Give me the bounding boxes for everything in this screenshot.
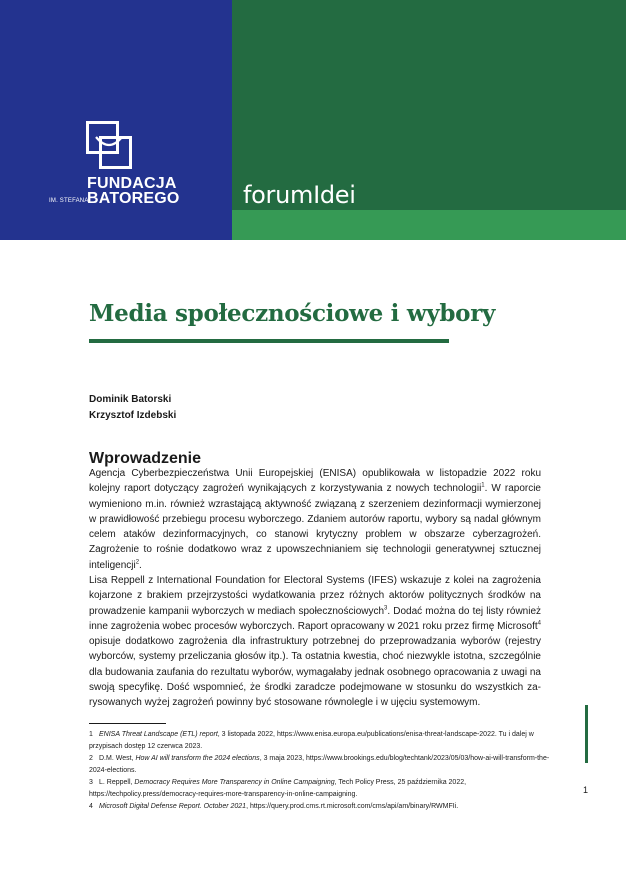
footnote-ref-3[interactable]: 3 — [384, 605, 388, 612]
footnote-separator — [89, 723, 166, 724]
page-number: 1 — [583, 785, 589, 795]
foundation-logo-icon — [86, 121, 132, 169]
author-1: Dominik Batorski — [89, 394, 172, 405]
footnote-1: 1 ENISA Threat Landscape (ETL) report, 3 listopada 2022, https://www.enisa.europa.eu/publications/enisa-threat-landscape-2022. Tu i dalej w przypisach dostęp 12 czerwca 2023. — [89, 731, 534, 750]
series-title: forumIdei — [243, 181, 356, 209]
footnote-3: 3 L. Reppell, Democracy Requires More Transparency in Online Campaigning, Tech Policy Press, 25 października 2022, https://techpolicy.press/democracy-requires-more-transparency-in-online-campaigning. — [89, 779, 467, 798]
section-heading: Wprowadzenie — [89, 450, 202, 467]
footnote-ref-1[interactable]: 1 — [481, 482, 485, 489]
footnote-ref-4[interactable]: 4 — [537, 620, 541, 627]
logo-text-small: IM. STEFANA — [49, 198, 89, 204]
header-light-green-strip — [232, 210, 626, 240]
footnote-ref-2[interactable]: 2 — [135, 559, 140, 566]
title-underline — [89, 339, 449, 343]
side-accent-bar — [585, 705, 588, 763]
header-green-panel — [232, 0, 626, 210]
author-2: Krzysztof Izdebski — [89, 410, 177, 421]
footnote-4: 4 Microsoft Digital Defense Report. October 2021, https://query.prod.cms.rt.microsoft.com/cms/api/am/binary/RWMFIi. — [89, 803, 459, 810]
footnote-2: 2 D.M. West, How AI will transform the 2024 elections, 3 maja 2023, https://www.brookings.edu/blog/techtank/2023/05/03/how-ai-will-transform-the-2024-elections. — [89, 755, 550, 774]
logo-text-batorego: BATOREGO — [87, 190, 180, 207]
document-title: Media społecznościowe i wybory — [89, 300, 496, 327]
logo-text-fundacja: FUNDACJA — [87, 175, 177, 192]
paragraph-2: Lisa Reppell z International Foundation for Electoral Systems (IFES) wskazuje z kolei na zagrożenia kojarzone z brakiem przejrzystości wydatkowania przez różnych aktorów politycznych środków na prowadzenie kampanii wyborczych w mediach społecznościowych$^3$. Dodać można do tej listy również inne zagrożenia wobec procesów wyborczych. Raport opracowany w 2021 roku przez firmę Microsoft$^4$ opisuje dodatkowo zagrożenia dla infrastruktury potrzebnej do przeprowadzania wyborów (rejestry wyborców, systemy przeliczania głosów itp.). Ta ostatnia kwestia, choć niezwykle istotna, szczególnie dla budowania zaufania do rezultatu wyborów, wymagałaby jednak osobnego opracowania z uwagi na swoją specyfikę. Dość wspomnieć, że środki zaradcze podejmowane w stosunku do wszystkich zarysowanych wyżej zagrożeń powinny być stosowane równolegle i w ujęciu systemowym. — [89, 575, 542, 709]
paragraph-1: Agencja Cyberbezpieczeństwa Unii Europejskiej (ENISA) opublikowała w listopadzie 2022 roku kolejny raport dotyczący zagrożeń wynikających z korzystywania z nowych technologii$^1$. W raporcie wymieniono m.in. również wzrastającą aktywność związaną z szerzeniem dezinformacji wymierzonej w prawidłowość przebiegu procesu wyborczego. Zdaniem autorów raportu, wybory są nadal głównym celem ataków dezinformacyjnych, co stanowi krytyczny problem w obszarze cyberzagrożeń. Zagrożenie to rośnie dodatkowo wraz z upowszechnianiem się technologii generatywnej sztucznej inteligencji$^2$. — [89, 468, 541, 571]
